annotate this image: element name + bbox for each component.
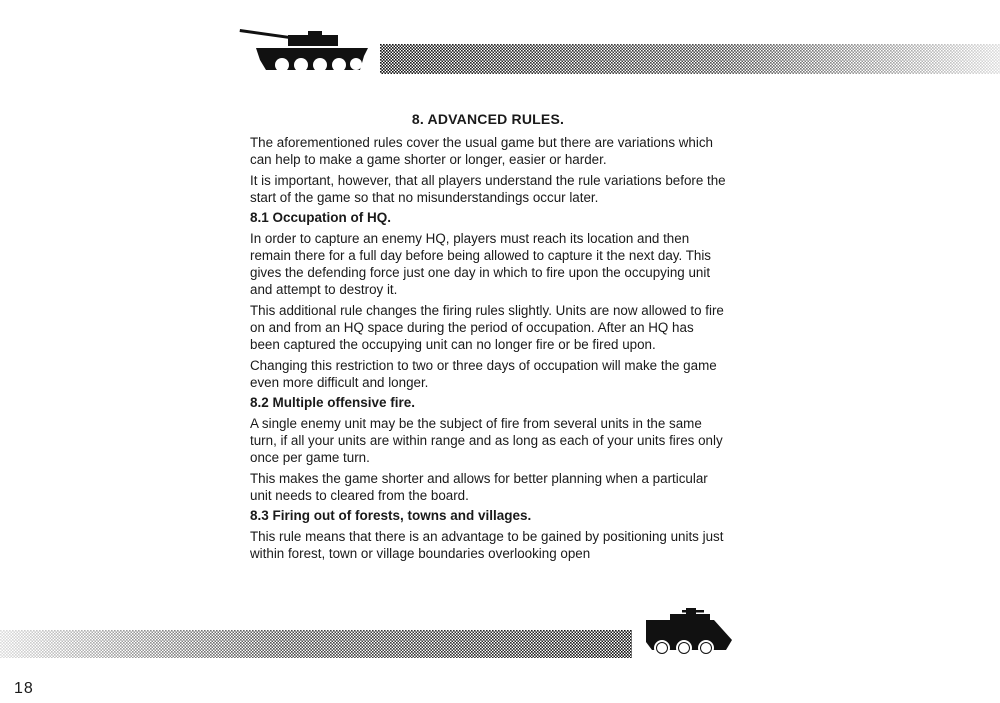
subsection-heading-8-3: 8.3 Firing out of forests, towns and villages. [250, 508, 532, 523]
dotted-band-bottom [0, 630, 632, 658]
body-paragraph: In order to capture an enemy HQ, players must reach its location and then remain there for a full day before being allowed to capture it the next day. This gives the defending force just one day in which to fire upon the occupying unit and attempt to destroy it. [250, 231, 712, 297]
section-title: 8. ADVANCED RULES. [411, 111, 565, 127]
dotted-band-top [380, 44, 1000, 74]
body-paragraph: A single enemy unit may be the subject of fire from several units in the same turn, if all your units are within range and as long as each of your units fires only once per game turn. [250, 416, 723, 465]
subsection-heading-8-1: 8.1 Occupation of HQ. [250, 210, 392, 225]
body-paragraph: Changing this restriction to two or three days of occupation will make the game even more difficult and longer. [250, 358, 717, 390]
body-paragraph: This rule means that there is an advantage to be gained by positioning units just within forest, town or village boundaries overlooking open [250, 529, 724, 561]
apc-icon [642, 606, 738, 660]
intro-paragraph: The aforementioned rules cover the usual game but there are variations which can help to make a game shorter or longer, easier or harder. [250, 135, 713, 167]
page-number: 18 [14, 680, 34, 697]
body-paragraph: This makes the game shorter and allows for better planning when a particular unit needs to cleared from the board. [250, 471, 708, 503]
intro-paragraph: It is important, however, that all players understand the rule variations before the start of the game so that no misunderstandings occur later. [250, 173, 726, 205]
subsection-heading-8-2: 8.2 Multiple offensive fire. [250, 395, 416, 410]
advanced-rules-section [250, 111, 726, 566]
body-paragraph: This additional rule changes the firing rules slightly. Units are now allowed to fire on and from an HQ space during the period of occupation. After an HQ has been captured the occupying unit can no longer fire or be fired upon. [250, 303, 724, 352]
tank-icon [238, 26, 370, 76]
